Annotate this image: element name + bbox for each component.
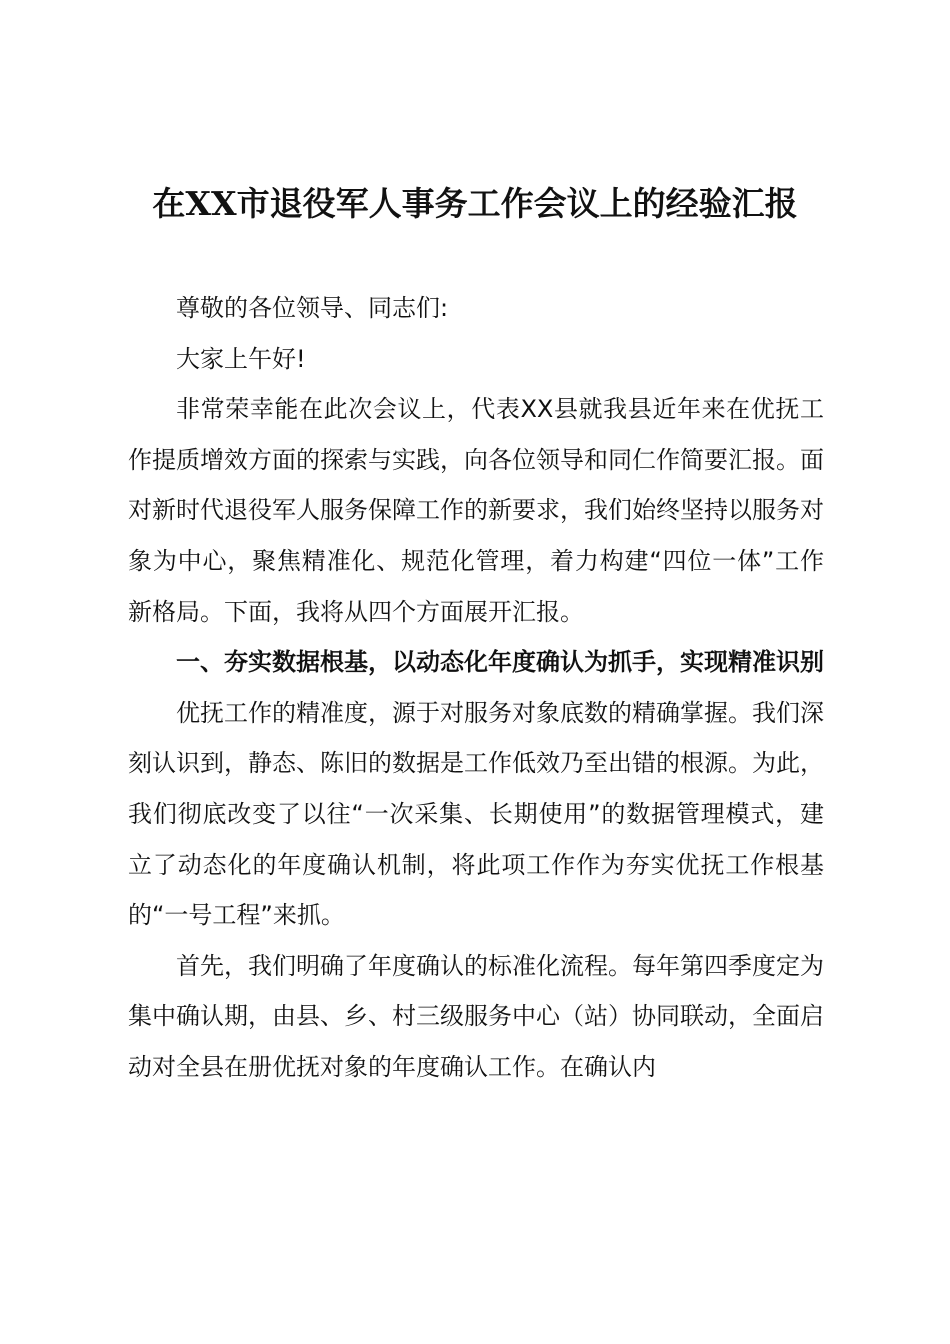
salutation: 尊敬的各位领导、同志们:: [176, 294, 449, 322]
document-body: [128, 283, 824, 1093]
section-paragraph: 首先，我们明确了年度确认的标准化流程。每年第四季度定为集中确认期，由县、乡、村三级服务中心（站）协同联动，全面启动对全县在册优抚对象的年度确认工作。在确认内: [128, 951, 824, 1081]
section-heading: 一、夯实数据根基，以动态化年度确认为抓手，实现精准识别: [176, 648, 824, 677]
greeting: 大家上午好!: [176, 344, 306, 373]
section-paragraph: 优抚工作的精准度，源于对服务对象底数的精确掌握。我们深刻认识到，静态、陈旧的数据是工作低效乃至出错的根源。为此，我们彻底改变了以往“一次采集、长期使用”的数据管理模式，建立了动态化的年度确认机制，将此项工作作为夯实优抚工作根基的“一号工程”来抓。: [128, 698, 824, 930]
intro-paragraph: 非常荣幸能在此次会议上，代表XX县就我县近年来在优抚工作提质增效方面的探索与实践，向各位领导和同仁作简要汇报。面对新时代退役军人服务保障工作的新要求，我们始终坚持以服务对象为中心，聚焦精准化、规范化管理，着力构建“四位一体”工作新格局。下面，我将从四个方面展开汇报。: [128, 395, 824, 626]
document-title: 在XX市退役军人事务工作会议上的经验汇报: [152, 184, 798, 223]
